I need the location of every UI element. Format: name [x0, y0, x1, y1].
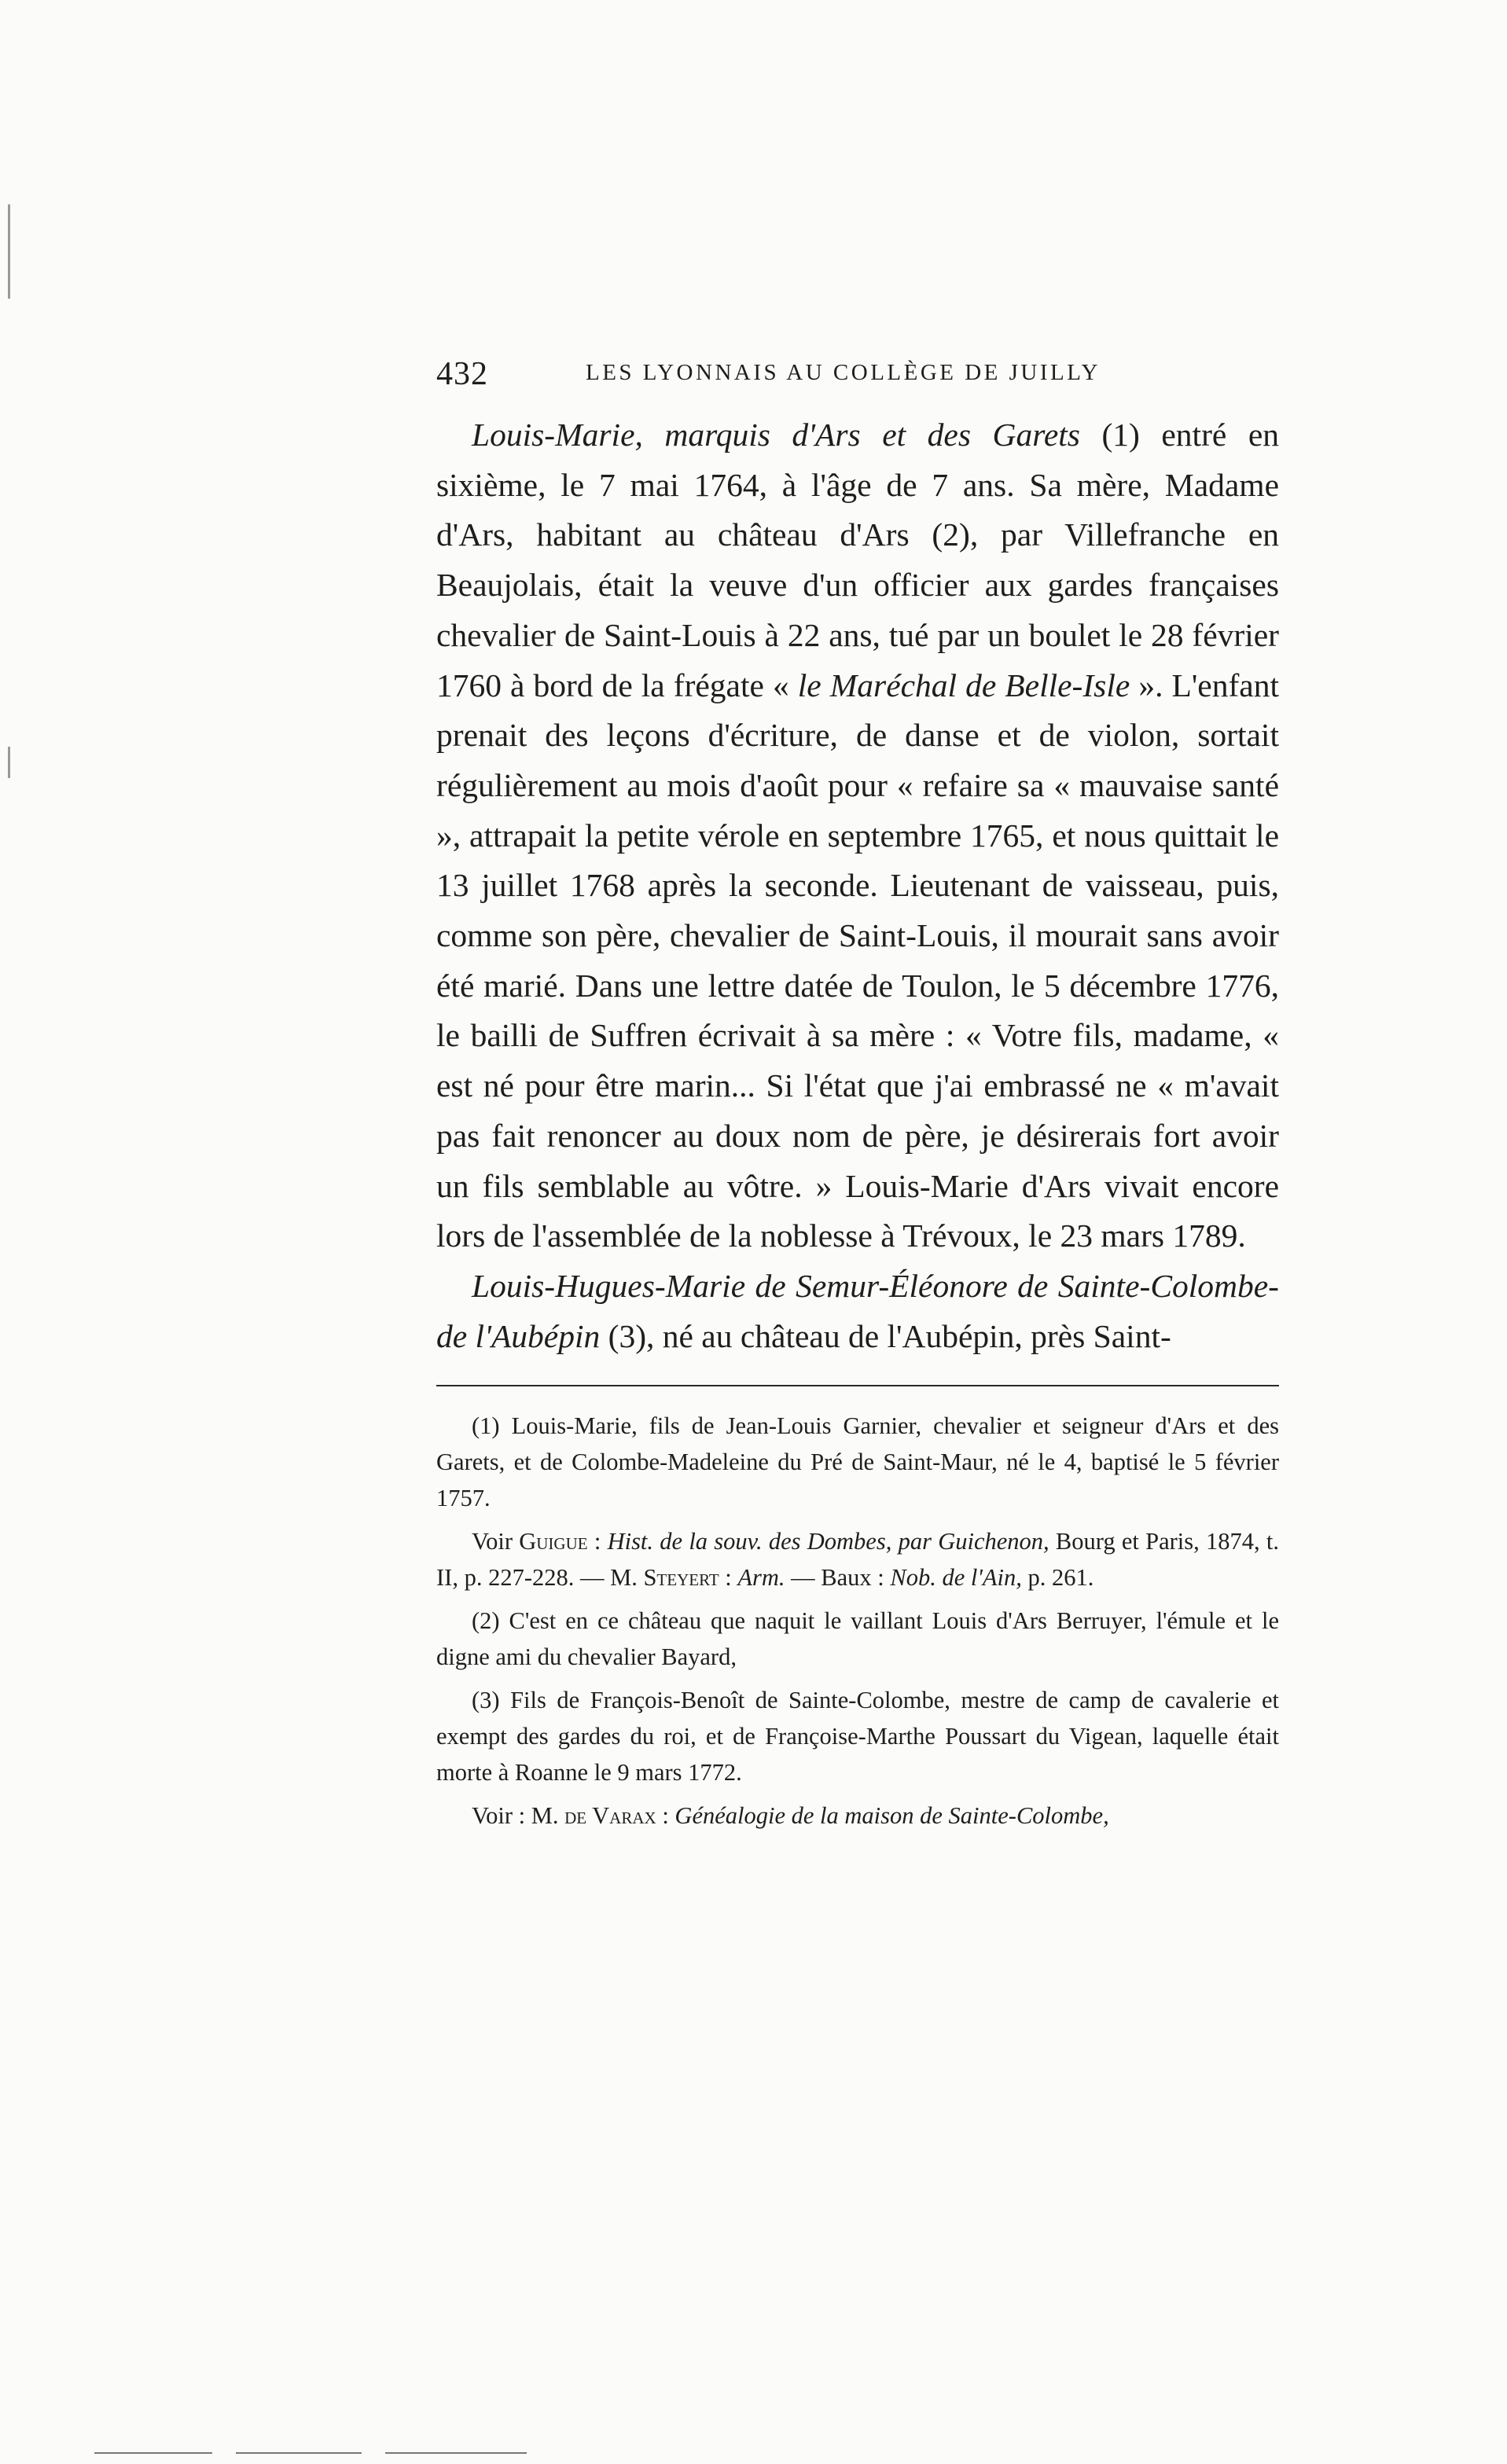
page-header [436, 355, 1285, 402]
scan-margin-mark [8, 747, 10, 778]
footnote-3: (3) Fils de François-Benoît de Sainte-Colombe, mestre de camp de cavalerie et exempt des gardes du roi, et de Françoise-Marthe Poussart du Vigean, laquelle était morte à Roanne le 9 mars 1772. [436, 1687, 1279, 1786]
book-title: Généalogie de la maison de Sainte-Colombe, [674, 1802, 1109, 1829]
paragraph-louis-hugues-marie: Louis-Hugues-Marie de Semur-Éléonore de Sainte-Colombe-de l'Aubépin (3), né au château de l'Aubépin, près Saint- [436, 1267, 1279, 1354]
book-title: Hist. de la souv. des Dombes, par Guichenon, [607, 1528, 1049, 1555]
author-name: de Varax [564, 1802, 656, 1829]
person-name: Louis-Marie, marquis d'Ars et des Garets [472, 417, 1080, 453]
paragraph-louis-marie: Louis-Marie, marquis d'Ars et des Garets (1) entré en sixième, le 7 mai 1764, à l'âge de 7 ans. Sa mère, Madame d'Ars, habitant au château d'Ars (2), par Villefranche en Beaujolais, était la veuve d'un officier aux gardes françaises chevalier de Saint-Louis à 22 ans, tué par un boulet le 28 février 1760 à bord de la frégate « le Maréchal de Belle-Isle ». L'enfant prenait des leçons d'écriture, de danse et de violon, sortait régulièrement au mois d'août pour « refaire sa « mauvaise santé », attrapait la petite vérole en septembre 1765, et nous quittait le 13 juillet 1768 après la seconde. Lieutenant de vaisseau, puis, comme son père, chevalier de Saint-Louis, il mourait sans avoir été marié. Dans une lettre datée de Toulon, le 5 décembre 1776, le bailli de Suffren écrivait à sa mère : « Votre fils, madame, « est né pour être marin... Si l'état que j'ai embrassé ne « m'avait pas fait renoncer au doux nom de père, je désirerais fort avoir un fils semblable au vôtre. » Louis-Marie d'Ars vivait encore lors de l'assemblée de la noblesse à Trévoux, le 23 mars 1789. [436, 417, 1279, 1254]
scan-margin-mark [8, 204, 10, 299]
ship-name: le Maréchal de Belle-Isle [797, 666, 1130, 703]
scan-edge-mark [236, 2452, 362, 2454]
footnote-separator [436, 1385, 1279, 1386]
book-title: Nob. de l'Ain, [890, 1564, 1022, 1591]
footnote-3-references: Voir : M. de Varax : Généalogie de la maison de Sainte-Colombe, [472, 1802, 1109, 1829]
author-name: Steyert [643, 1564, 719, 1591]
person-name: Louis-Hugues-Marie de Semur-Éléonore de Sainte-Colombe-de l'Aubépin [436, 1267, 1279, 1354]
page-number: 432 [436, 356, 488, 392]
scan-edge-mark [385, 2452, 527, 2454]
footnotes [436, 1408, 1279, 1841]
footnote-1: (1) Louis-Marie, fils de Jean-Louis Garnier, chevalier et seigneur d'Ars et des Garets, et de Colombe-Madeleine du Pré de Saint-Maur, né le 4, baptisé le 5 février 1757. [436, 1412, 1279, 1511]
scan-edge-mark [94, 2452, 212, 2454]
footnote-2: (2) C'est en ce château que naquit le vaillant Louis d'Ars Berruyer, l'émule et le digne ami du chevalier Bayard, [436, 1607, 1279, 1670]
author-name: Guigue [519, 1528, 588, 1555]
body-text [436, 410, 1279, 1361]
footnote-1-references: Voir Guigue : Hist. de la souv. des Dombes, par Guichenon, Bourg et Paris, 1874, t. II, p. 227-228. — M. Steyert : Arm. — Baux : Nob. de l'Ain, p. 261. [436, 1528, 1279, 1591]
book-title: Arm. [737, 1564, 785, 1591]
running-head: LES LYONNAIS AU COLLÈGE DE JUILLY [586, 360, 1101, 385]
